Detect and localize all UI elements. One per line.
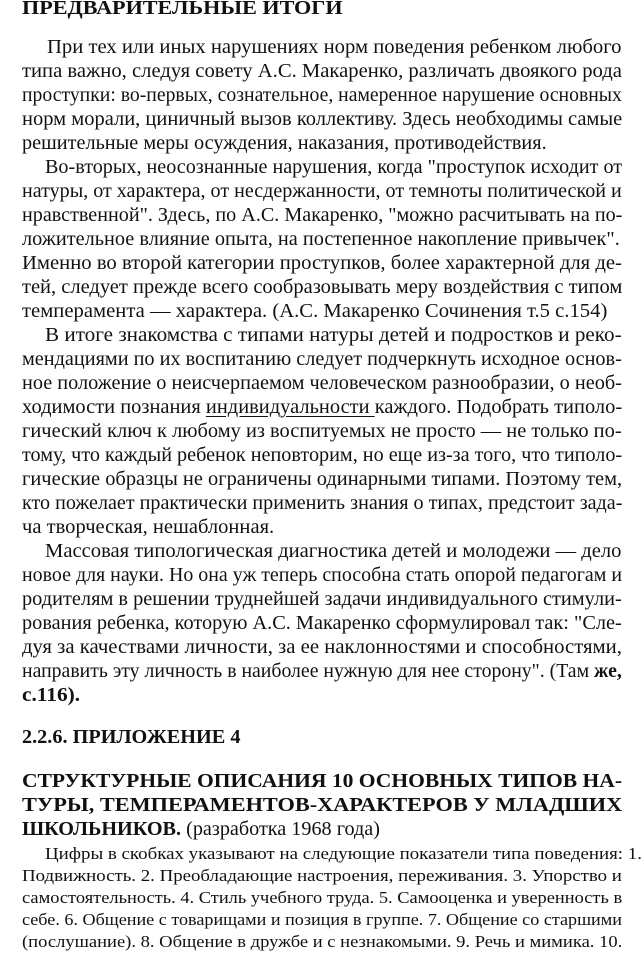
paragraph-line: дуя за качествами личности, за ее наклонностями и способностями,	[22, 637, 622, 658]
paragraph-line: темперамента — характера. (А.С. Макаренко Сочинения т.5 с.154)	[22, 301, 608, 322]
paragraph-line: тей, следует прежде всего сообразовывать меру воздействия с типом	[22, 277, 623, 298]
paragraph-line: ча творческая, нешаблонная.	[22, 517, 275, 538]
underlined-term: индивидуальности	[205, 397, 375, 418]
text-run: ходимости познания	[22, 397, 206, 418]
intro-line: (послушание). 8. Общение в дружбе и с незнакомыми. 9. Речь и мимика. 10.	[22, 932, 623, 951]
paragraph-line: Именно во второй категории проступков, более характерной для де-	[22, 253, 622, 274]
paragraph-line: кто пожелает практически применить знания о типах, предстоит зада-	[22, 493, 623, 514]
paragraph-line-mixed	[22, 660, 622, 684]
paragraph-line: решительные меры осуждения, наказания, противодействия.	[22, 133, 547, 154]
paragraph-line: При тех или иных нарушениях норм поведения ребенком любого	[47, 37, 622, 58]
appendix-title-line: СТРУКТУРНЫЕ ОПИСАНИЯ 10 ОСНОВНЫХ ТИПОВ НА-	[22, 771, 623, 792]
paragraph-line: проступки: во-первых, сознательное, намеренное нарушение основных	[22, 85, 622, 106]
paragraph-line: новое для науки. Но она уж теперь способна стать опорой педагогам и	[22, 565, 623, 586]
paragraph-line: типа важно, следуя совету А.С. Макаренко, различать двоякого рода	[22, 61, 622, 82]
appendix-title-line: ТУРЫ, ТЕМПЕРАМЕНТОВ-ХАРАКТЕРОВ У МЛАДШИХ	[22, 795, 623, 816]
section-heading: 2.2.6. ПРИЛОЖЕНИЕ 4	[22, 727, 241, 748]
bold-text-run: же,	[594, 661, 622, 682]
paragraph-line: с.116).	[22, 685, 81, 706]
intro-line: самостоятельность. 4. Стиль учебного труда. 5. Самооценка и уверенность в	[22, 888, 623, 907]
appendix-title-line-mixed	[22, 818, 380, 842]
intro-line: себе. 6. Общение с товарищами и позиция в группе. 7. Общение со старшими	[22, 910, 622, 929]
text-run: направить эту личность в наиболее нужную для нее сторону". (Там	[22, 661, 595, 682]
paragraph-line: гический ключ к любому из воспитуемых не просто — не только по-	[22, 421, 622, 442]
paragraph-line: нравственной". Здесь, по А.С. Макаренко, "можно расчитывать на по-	[22, 205, 623, 226]
bold-text-run: ШКОЛЬНИКОВ.	[22, 819, 182, 840]
paragraph-line: гические образцы не ограничены одинарными типами. Поэтому тем,	[22, 469, 623, 490]
intro-line: Цифры в скобках указывают на следующие показатели типа поведения: 1.	[45, 844, 642, 863]
paragraph-line: ложительное влияние опыта, на постепенное накопление привычек".	[22, 229, 620, 250]
text-run: (разработка 1968 года)	[181, 819, 380, 840]
paragraph-line-mixed	[22, 396, 622, 420]
paragraph-line: ное положение о неисчерпаемом человеческом разнообразии, о необ-	[22, 373, 622, 394]
paragraph-line: мендациями по их воспитанию следует подчеркнуть исходное основ-	[22, 349, 622, 370]
paragraph-line: Массовая типологическая диагностика детей и молодежи — дело	[45, 541, 622, 562]
paragraph-line: тому, что каждый ребенок неповторим, но еще из-за того, что типоло-	[22, 445, 623, 466]
paragraph-line: В итоге знакомства с типами натуры детей и подростков и реко-	[45, 325, 622, 346]
paragraph-line: натуры, от характера, от несдержанности, от темноты политической и	[22, 181, 622, 202]
intro-line: Подвижность. 2. Преобладающие настроения, переживания. 3. Упорство и	[22, 866, 622, 885]
text-run: каждого. Подобрать типоло-	[374, 397, 623, 418]
paragraph-line: норм морали, циничный вызов коллективу. Здесь необходимы самые	[22, 109, 623, 130]
paragraph-line: родителям в решении труднейшей задачи индивидуального стимули-	[22, 589, 622, 610]
paragraph-line: Во-вторых, неосознанные нарушения, когда "проступок исходит от	[45, 157, 623, 178]
paragraph-line: рования ребенка, которую А.С. Макаренко сформулировал так: "Сле-	[22, 613, 622, 634]
top-heading: ПРЕДВАРИТЕЛЬНЫЕ ИТОГИ	[22, 0, 343, 19]
